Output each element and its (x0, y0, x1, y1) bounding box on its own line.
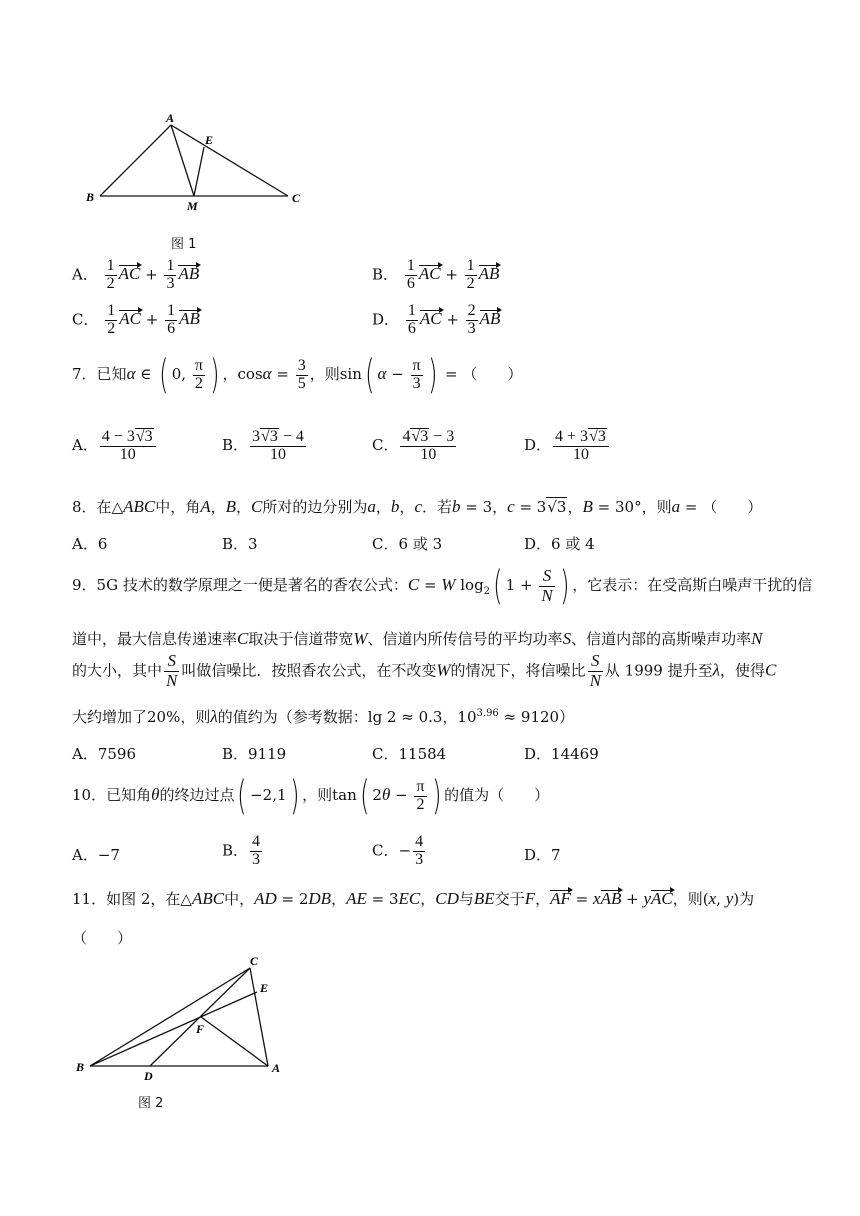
q9-option-b[interactable]: B．9119 (222, 745, 287, 763)
q6-option-b[interactable]: B． $\frac{1}{6}$ AC + $\frac{1}{2}$ AB (372, 257, 500, 292)
q10-option-c[interactable]: C．− $\frac{4}{3}$ (372, 833, 424, 868)
q8-option-b[interactable]: B．3 (222, 535, 258, 553)
q9-line-4: 大约增加了20%，则λ的值约为（参考数据：lg 2 ≈ 0.3，$10^{3.96} \approx 9120$） (72, 707, 575, 726)
q11-blank: （ ） (72, 929, 133, 947)
q10-option-b[interactable]: B． $\frac{4}{3}$ (222, 833, 261, 868)
figure-2-caption: 图 2 (138, 1096, 164, 1111)
q8-option-a[interactable]: A．6 (72, 535, 108, 553)
q9-option-c[interactable]: C．11584 (372, 745, 447, 763)
q7-stem: 7．已知α ∈ ( 0, $\frac{\pi}{2}$ ) ，cosα = $\frac{3}{5}$ ，则sin( α − $\frac{\pi}{3}$ ) = （ ） (72, 352, 523, 398)
q9-line-1: 9．5G 技术的数学原理之一便是著名的香农公式：C = W $\log_2$( 1 + $\frac{S}{N}$ ) ，它表示：在受高斯白噪声干扰的信 (72, 563, 813, 609)
fig1-label-e: E (205, 133, 214, 147)
fig2-label-c: C (250, 954, 259, 968)
q7-option-b[interactable]: B． $\frac{3√3 - 4}{10}$ (222, 428, 304, 463)
q8-option-c[interactable]: C．6 或 3 (372, 535, 443, 553)
q6-option-c[interactable]: C． $\frac{1}{2}$ AC + $\frac{1}{6}$ AB (72, 302, 200, 337)
q10-option-d[interactable]: D．7 (524, 846, 561, 864)
fig1-label-b: B (86, 190, 95, 204)
q6-option-a[interactable]: A． $\frac{1}{2}$ AC + $\frac{1}{3}$ AB (72, 257, 200, 292)
q9-line-2: 道中，最大信息传递速率C取决于信道带宽W、信道内所传信号的平均功率S、信道内部的高斯噪声功率N (72, 629, 763, 648)
q10-option-a[interactable]: A．−7 (72, 846, 120, 864)
q7-option-d[interactable]: D． $\frac{4 + 3√3}{10}$ (524, 428, 611, 464)
q11-stem: 11．如图 2，在△ABC中，AD = 2DB，AE = 3EC，CD与BE交于F，AF = xAB + yAC，则(x, y)为 (72, 889, 755, 908)
figure-1 (80, 108, 310, 216)
fig2-label-b: B (76, 1060, 85, 1074)
fig2-label-f: F (196, 1022, 205, 1036)
q9-option-a[interactable]: A．7596 (72, 745, 137, 763)
figure-1-caption: 图 1 (171, 237, 197, 252)
figure-2 (70, 950, 300, 1090)
fig1-label-a: A (166, 111, 175, 125)
q10-stem: 10．已知角θ的终边过点( −2,1) ，则tan( 2θ − $\frac{\pi}{2}$ ) 的值为（ ） (72, 773, 550, 819)
fig1-label-m: M (187, 199, 198, 213)
q8-option-d[interactable]: D．6 或 4 (524, 535, 595, 553)
q7-option-c[interactable]: C． $\frac{4√3 - 3}{10}$ (372, 428, 455, 463)
fig2-label-d: D (144, 1069, 153, 1083)
fig2-label-e: E (260, 981, 269, 995)
q9-option-d[interactable]: D．14469 (524, 745, 599, 763)
q7-option-a[interactable]: A． $\frac{4 - 3√3}{10}$ (72, 428, 158, 464)
fig1-label-c: C (292, 191, 301, 205)
fig2-label-a: A (272, 1061, 281, 1075)
q6-option-d[interactable]: D． $\frac{1}{6}$ AC + $\frac{2}{3}$ AB (372, 302, 501, 337)
q9-line-3: 的大小，其中 $\frac{S}{N}$ 叫做信噪比．按照香农公式，在不改变W的情况下，将信噪比 $\frac{S}{N}$ 从 1999 提升至λ，使得C (72, 651, 777, 690)
q8-stem: 8．在△ABC中，角A，B，C所对的边分别为a，b，c．若b = 3，c = 3√3，B = 30°，则a = （ ） (72, 497, 763, 516)
